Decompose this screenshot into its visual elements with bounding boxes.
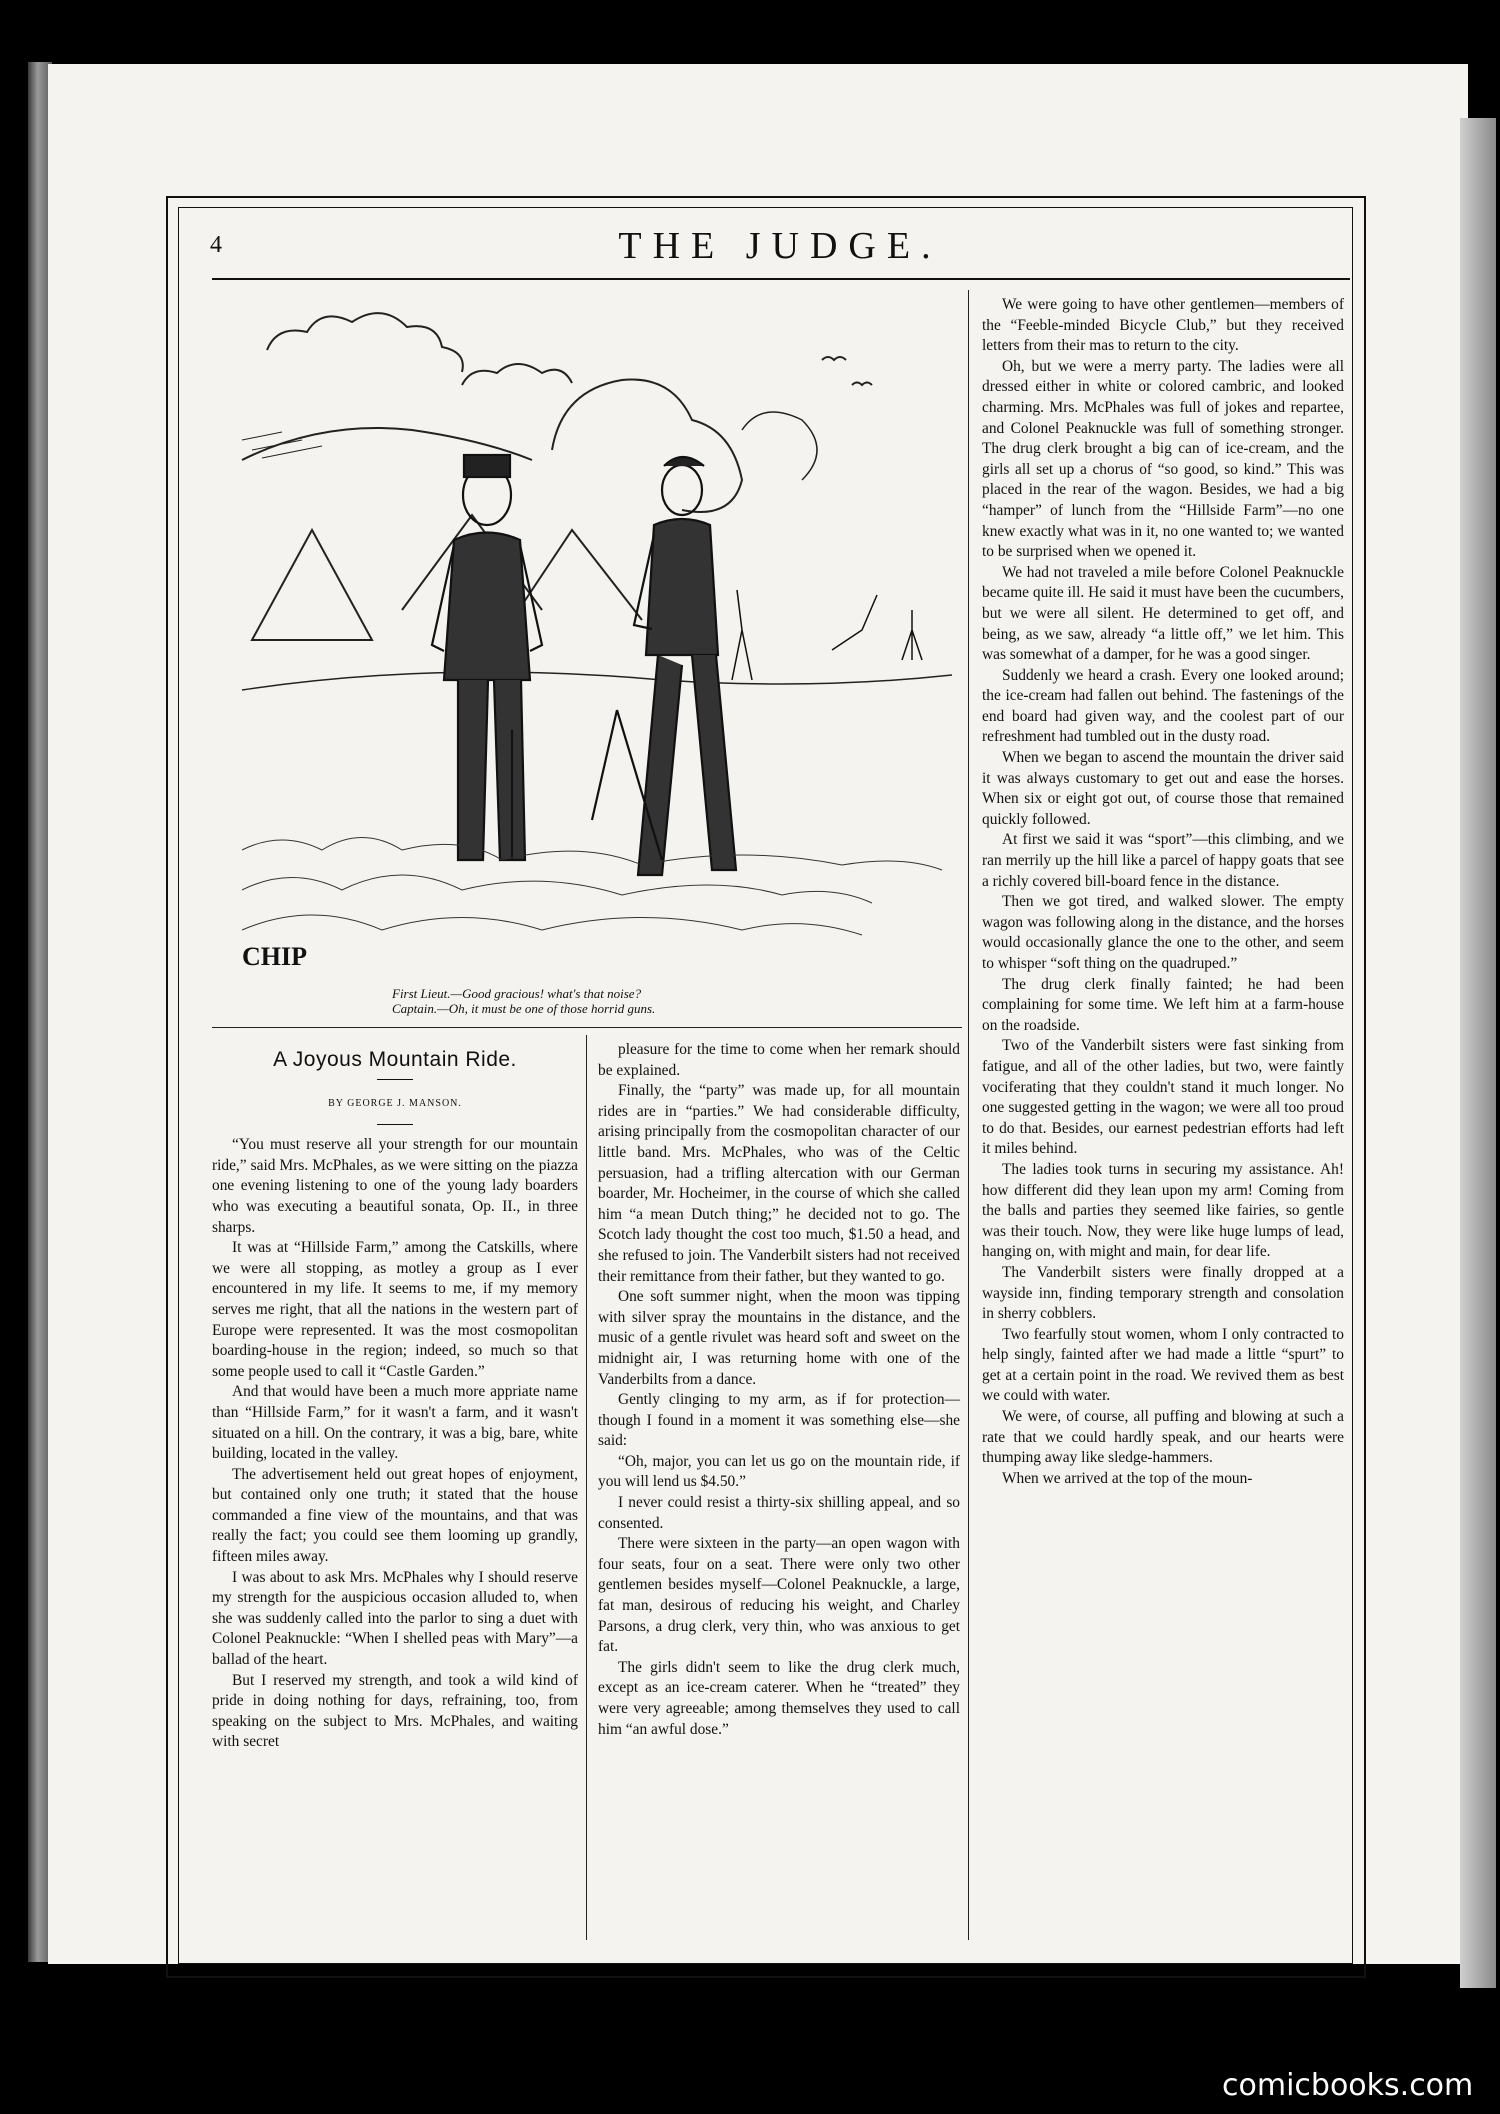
article-paragraph: Two of the Vanderbilt sisters were fast sinking from fatigue, and all of the other ladies, but two, were faintly vociferating that they couldn't stand it much longer. No one suggested getting in the wagon; we were all too proud to do that. Besides, our earnest pedestrian efforts had left it miles behind. xyxy=(982,1037,1344,1158)
article-paragraph: We had not traveled a mile before Colonel Peaknuckle became quite ill. He said it must have been the cucumbers, but we were all silent. He determined to get off, and being, as we saw, already “a little off,” we let him. This was somewhat of a damper, for he was a good singer. xyxy=(982,563,1344,664)
article-paragraph: But I reserved my strength, and took a wild kind of pride in doing nothing for days, refraining, too, from speaking on the subject to Mrs. McPhales, and waiting with secret xyxy=(212,1671,578,1751)
illustration-caption xyxy=(392,986,872,1016)
falling-figure xyxy=(832,595,877,650)
tree-cluster xyxy=(552,380,742,513)
article-column-1 xyxy=(212,1040,578,1753)
article-paragraph: “Oh, major, you can let us go on the mountain ride, if you will lend us $4.50.” xyxy=(598,1452,960,1491)
tent-shape xyxy=(252,530,372,640)
captain-figure xyxy=(592,457,736,875)
cartoon-illustration xyxy=(222,290,962,990)
article-paragraph: “You must reserve all your strength for our mountain ride,” said Mrs. McPhales, as we were sitting on the piazza one evening listening to one of the young lady boarders who was executing a beautiful sonata, Op. II., in three sharps. xyxy=(212,1136,578,1236)
column-divider-right xyxy=(968,290,969,1940)
article-paragraph: I was about to ask Mrs. McPhales why I should reserve my strength for the auspicious occasion alluded to, when she was suddenly called into the parlor to sing a duet with Colonel Peaknuckle: “When I shelled peas with Mary”—a ballad of the heart. xyxy=(212,1568,578,1669)
next-page-edge xyxy=(1460,118,1496,1988)
illustration-bottom-rule xyxy=(212,1027,962,1028)
article-paragraph: Finally, the “party” was made up, for all mountain rides are in “parties.” We had considerable difficulty, arising principally from the cosmopolitan character of our little band. Mrs. McPhales, who was of the Celtic persuasion, had a trifling altercation with our German boarder, Mr. Hocheimer, in the course of which she called him “a mean Dutch thing;” he decided not to go. The Scotch lady thought the cost too much, $1.50 a head, and she refused to join. The Vanderbilt sisters had not received their remittance from their father, but they wanted to go. xyxy=(598,1082,960,1285)
cloud-shape xyxy=(267,313,463,372)
article-paragraph: The ladies took turns in securing my assistance. Ah! how different did they lean upon my arm! Coming from the balls and parties they seemed like fairies, so gentle was their touch. Now, they were like huge lumps of lead, hanging on, with might and main, for dear life. xyxy=(982,1160,1344,1261)
article-paragraph: Suddenly we heard a crash. Every one looked around; the ice-cream had fallen out behind. The fastenings of the end board had given way, and the coolest part of our refreshment had tumbled out in the dusty road. xyxy=(982,666,1344,746)
article-paragraph: When we arrived at the top of the moun- xyxy=(1002,1469,1253,1487)
article-title: A Joyous Mountain Ride. xyxy=(273,1048,517,1071)
article-column-3 xyxy=(982,295,1344,1489)
article-paragraph: At first we said it was “sport”—this climbing, and we ran merrily up the hill like a parcel of happy goats that see a richly covered bill-board fence in the distance. xyxy=(982,831,1344,890)
article-paragraph: When we began to ascend the mountain the driver said it was always customary to get out and ease the horses. When six or eight got out, of course those that remained quickly followed. xyxy=(982,749,1344,828)
page-number: 4 xyxy=(210,232,222,258)
distant-soldier xyxy=(732,590,752,680)
article-paragraph: The Vanderbilt sisters were finally dropped at a wayside inn, finding temporary strength and consolation in sherry cobblers. xyxy=(982,1263,1344,1323)
bird-icon xyxy=(852,383,872,386)
bird-icon xyxy=(822,357,846,360)
tent-shape xyxy=(512,530,642,620)
article-paragraph: The girls didn't seem to like the drug clerk much, except as an ice-cream caterer. When he “treated” they were very agreeable; among themselves they used to call him “an awful dose.” xyxy=(598,1658,960,1738)
article-column-2 xyxy=(598,1040,960,1740)
article-paragraph: And that would have been a much more appriate name than “Hillside Farm,” for it wasn't a farm, and it wasn't situated on a hill. On the contrary, it was a big, bare, white building, located in the valley. xyxy=(212,1383,578,1463)
column-divider-left xyxy=(586,1035,587,1940)
first-lieutenant-figure xyxy=(432,455,542,860)
article-paragraph: Oh, but we were a merry party. The ladies were all dressed either in white or colored cambric, and looked charming. Mrs. McPhales was full of jokes and repartee, and Colonel Peaknuckle was full of something stronger. The drug clerk brought a big can of ice-cream, and the girls all set up a chorus of “so good, so kind.” This was placed in the rear of the wagon. Besides, we had a big “hamper” of lunch from the “Hillside Farm”—no one knew exactly what was in it, no one wanted to; we wanted to be surprised when we opened it. xyxy=(982,357,1344,561)
article-paragraph: Two fearfully stout women, whom I only contracted to help singly, fainted after we had made a little “spurt” to get at a certain point in the road. We revived them as best we could with water. xyxy=(982,1325,1344,1405)
article-paragraph: We were going to have other gentlemen—members of the “Feeble-minded Bicycle Club,” but they received letters from their mas to return to the city. xyxy=(982,296,1344,355)
byline-rule xyxy=(377,1124,413,1125)
article-paragraph: I never could resist a thirty-six shilling appeal, and so consented. xyxy=(598,1494,960,1532)
artist-signature: CHIP xyxy=(242,942,307,971)
article-paragraph: The drug clerk finally fainted; he had been complaining for some time. We left him at a farm-house on the roadside. xyxy=(982,975,1344,1034)
site-watermark: comicbooks.com xyxy=(1222,2068,1474,2103)
cloud-shape xyxy=(462,364,572,385)
masthead-title: THE JUDGE. xyxy=(618,225,942,267)
distant-soldier xyxy=(902,610,922,660)
article-paragraph: There were sixteen in the party—an open wagon with four seats, four on a seat. There were only two other gentlemen besides myself—Colonel Peaknuckle, a large, fat man, desirous of reducing his weight, and Charley Parsons, a drug clerk, very thin, who was anxious to get fat. xyxy=(598,1535,960,1656)
title-rule xyxy=(377,1079,413,1080)
article-paragraph: We were, of course, all puffing and blowing at such a rate that we could hardly speak, and our hearts were thumping away like sledge-hammers. xyxy=(982,1408,1344,1467)
article-paragraph: Then we got tired, and walked slower. The empty wagon was following along in the distance, and the horses would occasionally glance the one to the other, and seem to whisper “soft thing on the quadruped.” xyxy=(982,893,1344,972)
article-byline: BY GEORGE J. MANSON. xyxy=(328,1097,462,1109)
article-paragraph: pleasure for the time to come when her remark should be explained. xyxy=(598,1041,960,1079)
article-paragraph: One soft summer night, when the moon was tipping with silver spray the mountains in the distance, and the music of a gentle rivulet was heard soft and sweet on the midnight air, I was returning home with one of the Vanderbilts from a dance. xyxy=(598,1288,960,1388)
article-paragraph: It was at “Hillside Farm,” among the Catskills, where we were all stopping, as motley a group as I ever encountered in my life. It seems to me, if my memory serves me right, that all the nations in the western part of Europe were represented. It was the most cosmopolitan boarding-house in the region; indeed, so much so that some people used to call it “Castle Garden.” xyxy=(212,1239,578,1380)
header-rule xyxy=(212,278,1350,280)
ground-line xyxy=(242,672,952,690)
article-paragraph: The advertisement held out great hopes of enjoyment, but contained only one truth; it stated that the house commanded a fine view of the mountains, and that was really the fact; you could see them looming up grandly, fifteen miles away. xyxy=(212,1465,578,1566)
article-paragraph: Gently clinging to my arm, as if for protection—though I found in a moment it was something else—she said: xyxy=(598,1391,960,1450)
caption-line: First Lieut.—Good gracious! what's that noise? xyxy=(392,986,642,1001)
foreground-foliage xyxy=(242,838,942,871)
caption-line: Captain.—Oh, it must be one of those horrid guns. xyxy=(392,1001,656,1016)
